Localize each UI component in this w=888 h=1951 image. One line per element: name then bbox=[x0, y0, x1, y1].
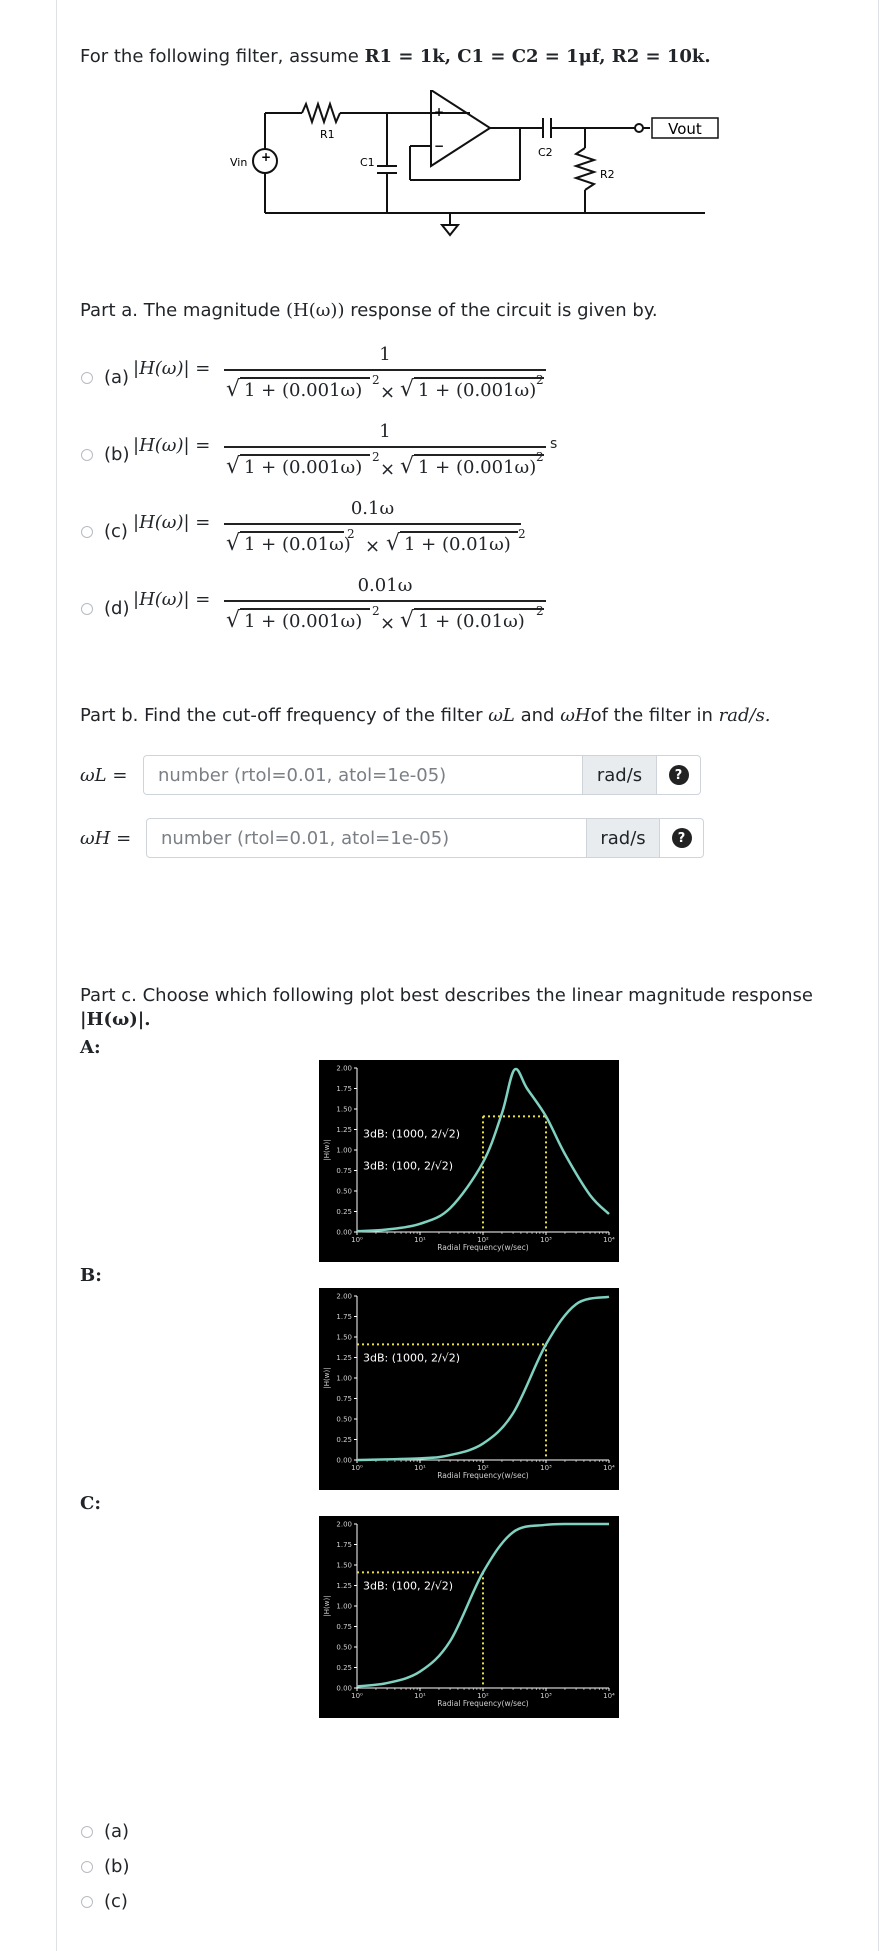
times-sign: × bbox=[380, 459, 396, 480]
r1-label: R1 bbox=[320, 128, 335, 141]
annotation: 3dB: (100, 2/√2) bbox=[363, 1159, 454, 1173]
plot-label-c: C: bbox=[80, 1493, 101, 1514]
plot-b bbox=[319, 1288, 619, 1490]
part-b-and: and bbox=[514, 705, 561, 726]
plot-label-b: B: bbox=[80, 1265, 102, 1286]
choice-b-radio[interactable] bbox=[81, 1861, 93, 1873]
c1-label: C1 bbox=[360, 156, 375, 169]
vout-label: Vout bbox=[668, 120, 702, 138]
circuit-diagram bbox=[220, 90, 740, 250]
ground-icon bbox=[442, 225, 458, 235]
part-b-prompt bbox=[80, 704, 771, 728]
intro-math: R1 = 1k, C1 = C2 = 1μf, R2 = 10k. bbox=[364, 46, 711, 67]
annotation: 3dB: (100, 2/√2) bbox=[363, 1579, 454, 1593]
y-tick-label: 1.50 bbox=[336, 1105, 352, 1114]
option-lhs: |H(ω)| = bbox=[133, 435, 211, 456]
opamp-icon bbox=[431, 90, 490, 166]
choice-c-label[interactable]: (c) bbox=[104, 1891, 128, 1912]
x-tick-label: 10⁴ bbox=[603, 1692, 615, 1700]
x-tick-label: 10³ bbox=[540, 1692, 552, 1700]
y-tick-label: 1.75 bbox=[336, 1541, 352, 1549]
option-numerator: 1 bbox=[379, 421, 391, 442]
y-tick-label: 0.75 bbox=[336, 1395, 352, 1403]
wl-symbol: ωL bbox=[488, 705, 515, 726]
option-numerator: 1 bbox=[379, 344, 391, 365]
times-sign: × bbox=[380, 613, 396, 634]
denominator-term-2: 1 + (0.001ω) bbox=[418, 457, 537, 478]
option-label[interactable]: (b) bbox=[104, 444, 130, 465]
sqrt-icon: √ bbox=[226, 377, 241, 402]
y-tick-label: 0.75 bbox=[336, 1167, 352, 1175]
x-tick-label: 10¹ bbox=[414, 1464, 426, 1472]
fraction-bar bbox=[224, 600, 546, 602]
part-a-text-end: response of the circuit is given by. bbox=[344, 300, 658, 321]
option-lhs: |H(ω)| = bbox=[133, 589, 211, 610]
y-tick-label: 2.00 bbox=[336, 1520, 352, 1529]
opamp-plus: + bbox=[434, 105, 445, 119]
r2-label: R2 bbox=[600, 168, 615, 181]
y-tick-label: 1.25 bbox=[336, 1354, 352, 1362]
wl-field-label: ωL = bbox=[80, 765, 128, 786]
times-sign: × bbox=[380, 382, 396, 403]
y-tick-label: 1.00 bbox=[336, 1602, 352, 1611]
x-tick-label: 10⁰ bbox=[351, 1236, 363, 1244]
option-radio[interactable] bbox=[81, 449, 93, 461]
denominator-term-2: 1 + (0.01ω) bbox=[404, 534, 511, 555]
exponent: 2 bbox=[372, 604, 380, 618]
x-tick-label: 10³ bbox=[540, 1464, 552, 1472]
option-lhs: |H(ω)| = bbox=[133, 512, 211, 533]
x-tick-label: 10² bbox=[477, 1236, 489, 1244]
wh-help-button[interactable] bbox=[660, 818, 704, 858]
annotation: 3dB: (1000, 2/√2) bbox=[363, 1351, 461, 1365]
denominator-term-1: 1 + (0.01ω) bbox=[244, 534, 351, 555]
denominator-term-1: 1 + (0.001ω) bbox=[244, 611, 363, 632]
sqrt-icon: √ bbox=[226, 531, 241, 556]
exponent: 2 bbox=[372, 373, 380, 387]
response-curve bbox=[357, 1524, 609, 1686]
part-b-text-end: of the filter in bbox=[590, 705, 719, 726]
denominator-term-2: 1 + (0.01ω) bbox=[418, 611, 525, 632]
y-tick-label: 0.25 bbox=[336, 1664, 352, 1672]
wl-input[interactable] bbox=[143, 755, 583, 795]
x-tick-label: 10⁰ bbox=[351, 1692, 363, 1700]
wh-field-label: ωH = bbox=[80, 828, 132, 849]
choice-b-label[interactable]: (b) bbox=[104, 1856, 130, 1877]
part-b-unit: rad/s. bbox=[718, 705, 771, 726]
y-axis-label: |H(w)| bbox=[323, 1595, 331, 1617]
x-tick-label: 10³ bbox=[540, 1236, 552, 1244]
part-a-text: Part a. The magnitude bbox=[80, 300, 287, 321]
sqrt-icon: √ bbox=[400, 377, 415, 402]
y-tick-label: 0.50 bbox=[336, 1415, 352, 1424]
y-tick-label: 0.50 bbox=[336, 1187, 352, 1196]
y-tick-label: 0.25 bbox=[336, 1208, 352, 1216]
sqrt-icon: √ bbox=[386, 531, 401, 556]
y-axis-label: |H(w)| bbox=[323, 1367, 331, 1389]
wh-input[interactable] bbox=[146, 818, 587, 858]
denominator-term-1: 1 + (0.001ω) bbox=[244, 380, 363, 401]
option-numerator: 0.1ω bbox=[350, 498, 395, 519]
exponent: 2 bbox=[536, 450, 544, 464]
wh-symbol: ωH bbox=[560, 705, 591, 726]
choice-a-label[interactable]: (a) bbox=[104, 1821, 130, 1842]
c2-label: C2 bbox=[538, 146, 553, 159]
x-axis-label: Radial Frequency(w/sec) bbox=[437, 1471, 529, 1480]
y-tick-label: 2.00 bbox=[336, 1064, 352, 1073]
plot-label-a: A: bbox=[80, 1037, 101, 1058]
sqrt-icon: √ bbox=[400, 454, 415, 479]
y-tick-label: 1.75 bbox=[336, 1085, 352, 1093]
choice-a-radio[interactable] bbox=[81, 1826, 93, 1838]
x-tick-label: 10⁴ bbox=[603, 1464, 615, 1472]
x-tick-label: 10² bbox=[477, 1692, 489, 1700]
y-tick-label: 1.50 bbox=[336, 1333, 352, 1342]
wl-help-button[interactable] bbox=[657, 755, 701, 795]
y-tick-label: 1.00 bbox=[336, 1374, 352, 1383]
y-tick-label: 2.00 bbox=[336, 1292, 352, 1301]
source-plus: + bbox=[261, 150, 272, 164]
plot-a bbox=[319, 1060, 619, 1262]
option-numerator: 0.01ω bbox=[357, 575, 413, 596]
part-b-text: Part b. Find the cut-off frequency of the filter bbox=[80, 705, 489, 726]
denominator-term-2: 1 + (0.001ω) bbox=[418, 380, 537, 401]
wl-unit: rad/s bbox=[583, 755, 657, 795]
y-tick-label: 0.00 bbox=[336, 1456, 352, 1465]
annotation: 3dB: (1000, 2/√2) bbox=[363, 1127, 461, 1141]
part-a-math: (H(ω)) bbox=[286, 300, 345, 321]
y-tick-label: 0.00 bbox=[336, 1684, 352, 1693]
resistor-r2-icon bbox=[576, 148, 594, 190]
exponent: 2 bbox=[372, 450, 380, 464]
exponent: 2 bbox=[536, 604, 544, 618]
y-tick-label: 1.25 bbox=[336, 1582, 352, 1590]
y-tick-label: 1.50 bbox=[336, 1561, 352, 1570]
x-axis-label: Radial Frequency(w/sec) bbox=[437, 1699, 529, 1708]
y-tick-label: 0.25 bbox=[336, 1436, 352, 1444]
wh-unit: rad/s bbox=[587, 818, 660, 858]
y-tick-label: 1.75 bbox=[336, 1313, 352, 1321]
part-c-prompt: Part c. Choose which following plot best describes the linear magnitude response bbox=[80, 985, 813, 1006]
x-tick-label: 10² bbox=[477, 1464, 489, 1472]
y-tick-label: 0.50 bbox=[336, 1643, 352, 1652]
choice-c-radio[interactable] bbox=[81, 1896, 93, 1908]
part-a-prompt bbox=[80, 299, 658, 323]
wl-input-group bbox=[143, 755, 701, 795]
x-axis-label: Radial Frequency(w/sec) bbox=[437, 1243, 529, 1252]
response-curve bbox=[357, 1297, 609, 1460]
option-lhs: |H(ω)| = bbox=[133, 358, 211, 379]
intro-text: For the following filter, assume bbox=[80, 46, 365, 67]
option-label[interactable]: (d) bbox=[104, 598, 130, 619]
sqrt-icon: √ bbox=[226, 608, 241, 633]
intro-line bbox=[80, 45, 711, 69]
exponent: 2 bbox=[347, 527, 355, 541]
wh-input-group bbox=[146, 818, 704, 858]
sqrt-icon: √ bbox=[226, 454, 241, 479]
opamp-minus: − bbox=[434, 139, 445, 153]
fraction-bar bbox=[224, 523, 521, 525]
fraction-bar bbox=[224, 369, 546, 371]
y-tick-label: 1.00 bbox=[336, 1146, 352, 1155]
resistor-r1-icon bbox=[302, 104, 340, 122]
fraction-bar bbox=[224, 446, 546, 448]
help-icon: ? bbox=[672, 828, 692, 848]
x-tick-label: 10¹ bbox=[414, 1236, 426, 1244]
y-tick-label: 0.75 bbox=[336, 1623, 352, 1631]
x-tick-label: 10⁴ bbox=[603, 1236, 615, 1244]
sqrt-icon: √ bbox=[400, 608, 415, 633]
option-radio[interactable] bbox=[81, 603, 93, 615]
y-tick-label: 0.00 bbox=[336, 1228, 352, 1237]
option-suffix: s bbox=[550, 436, 558, 452]
x-tick-label: 10⁰ bbox=[351, 1464, 363, 1472]
y-tick-label: 1.25 bbox=[336, 1126, 352, 1134]
y-axis-label: |H(w)| bbox=[323, 1139, 331, 1161]
exponent: 2 bbox=[518, 527, 526, 541]
part-c-math: |H(ω)|. bbox=[80, 1009, 151, 1030]
option-radio[interactable] bbox=[81, 372, 93, 384]
option-label[interactable]: (a) bbox=[104, 367, 130, 388]
option-radio[interactable] bbox=[81, 526, 93, 538]
exponent: 2 bbox=[536, 373, 544, 387]
vin-label: Vin bbox=[230, 156, 248, 169]
help-icon: ? bbox=[669, 765, 689, 785]
plot-c bbox=[319, 1516, 619, 1718]
option-label[interactable]: (c) bbox=[104, 521, 128, 542]
denominator-term-1: 1 + (0.001ω) bbox=[244, 457, 363, 478]
x-tick-label: 10¹ bbox=[414, 1692, 426, 1700]
times-sign: × bbox=[365, 536, 381, 557]
